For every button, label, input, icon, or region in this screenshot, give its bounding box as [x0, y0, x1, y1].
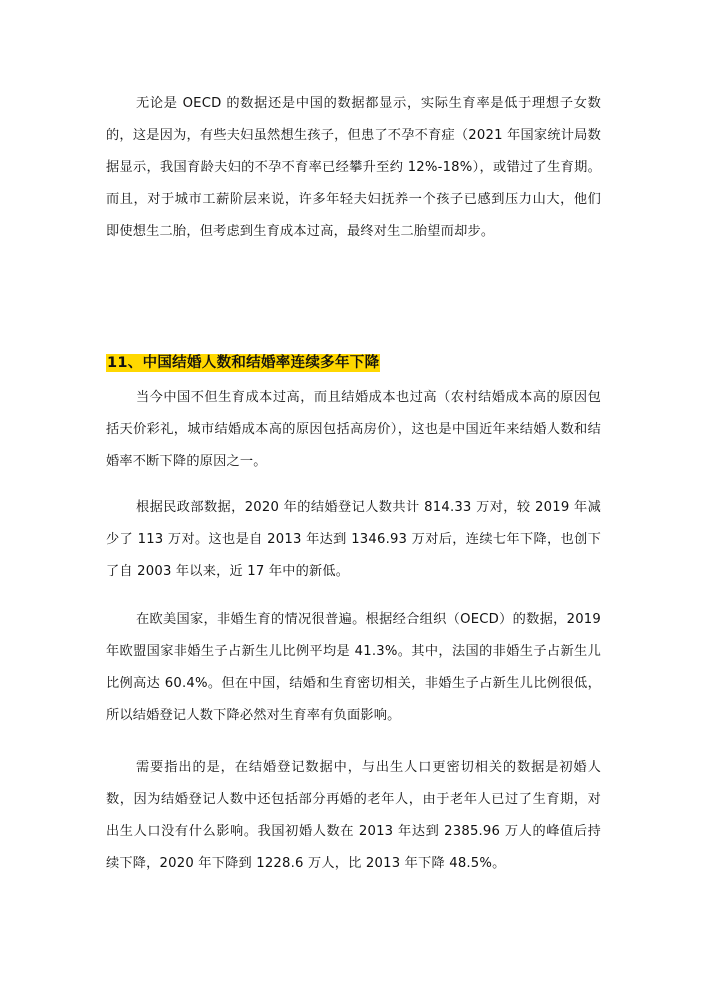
highlighted-heading-text: 11、中国结婚人数和结婚率连续多年下降 [107, 355, 380, 371]
paragraph-fertility-gap: 无论是 OECD 的数据还是中国的数据都显示，实际生育率是低于理想子女数的，这是因为，有些夫妇虽然想生孩子，但患了不孕不育症（2021 年国家统计局数据显示，我国育龄夫妇的不孕不育率已经攀升至约 12%-18%），或错过了生育期。而且，对于城市工薪阶层来说，许多年轻夫妇抚养一个孩子已感到压力山大，他们即使想生二胎，但考虑到生育成本过高，最终对生二胎望而却步。 [106, 96, 601, 239]
paragraph-non-marital-births: 在欧美国家，非婚生育的情况很普遍。根据经合组织（OECD）的数据，2019 年欧盟国家非婚生子占新生儿比例平均是 41.3%。其中，法国的非婚生子占新生儿比例高达 60.4%。但在中国，结婚和生育密切相关，非婚生子占新生儿比例很低，所以结婚登记人数下降必然对生育率有负面影响。 [106, 612, 601, 723]
section-heading [106, 352, 380, 374]
paragraph-first-marriages: 需要指出的是，在结婚登记数据中，与出生人口更密切相关的数据是初婚人数，因为结婚登记人数中还包括部分再婚的老年人，由于老年人已过了生育期，对出生人口没有什么影响。我国初婚人数在 2013 年达到 2385.96 万人的峰值后持续下降，2020 年下降到 1228.6 万人，比 2013 年下降 48.5%。 [106, 760, 601, 871]
paragraph-marriage-cost: 当今中国不但生育成本过高，而且结婚成本也过高（农村结婚成本高的原因包括天价彩礼，城市结婚成本高的原因包括高房价），这也是中国近年来结婚人数和结婚率不断下降的原因之一。 [106, 390, 601, 469]
paragraph-marriage-registration: 根据民政部数据，2020 年的结婚登记人数共计 814.33 万对，较 2019 年减少了 113 万对。这也是自 2013 年达到 1346.93 万对后，连续七年下降，也创下了自 2003 年以来，近 17 年中的新低。 [106, 500, 601, 579]
